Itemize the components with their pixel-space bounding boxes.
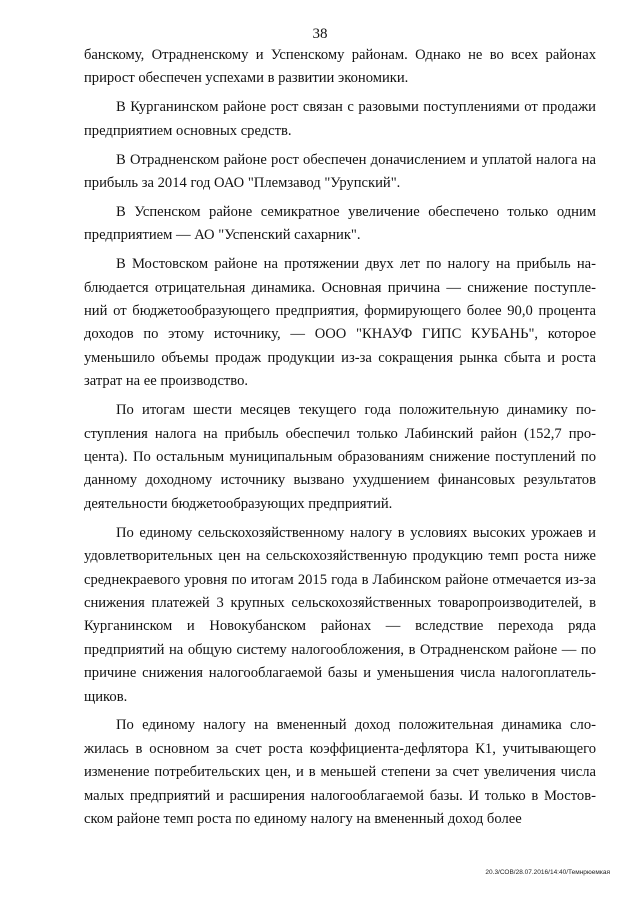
paragraph: В Отрадненском районе рост обеспечен доначислением и уплатой налога на прибыль за 2014 год ОАО "Племзавод "Урупский". (84, 151, 596, 192)
paragraph: В Мостовском районе на протяжении двух лет по налогу на прибыль наблюдается отрицательная динамика. Основная причина — снижение поступлений от бюджетообразующего предприятия, формирующего более 90,0 процента доходов по этому источнику, — ООО "КНАУФ ГИПС КУБАНЬ", которое уменьшило объемы продаж продукции из-за сокращения рынка сбыта и роста затрат на ее производство. (84, 256, 596, 390)
paragraph: По единому налогу на вмененный доход положительная динамика сложилась в основном за счет роста коэффициента-дефлятора К1, учитывающего изменение потребительских цен, и в меньшей степени за счет увеличения числа малых предприятий и расширения налогооблагаемой базы. И только в Мостовском районе темп роста по единому налогу на вмененный доход более (84, 717, 596, 828)
paragraph: По итогам шести месяцев текущего года положительную динамику поступления налога на прибыль обеспечил только Лабинский район (152,7 процента). По остальным муниципальным образованиям снижение поступлений по данному доходному источнику вызвано ухудшением финансовых результатов деятельности бюджетообразующих предприятий. (84, 402, 596, 512)
paragraph: В Курганинском районе рост связан с разовыми поступлениями от продажи предприятием основных средств. (84, 99, 596, 139)
page-number: 38 (312, 26, 328, 42)
paragraph: В Успенском районе семикратное увеличение обеспечено только одним предприятием — АО "Успенский сахарник". (84, 203, 596, 244)
footer-stamp: 20.3/СОВ/28.07.2016/14:40/Темнрюемкая (485, 869, 610, 876)
document-body (84, 44, 596, 837)
paragraph: По единому сельскохозяйственному налогу в условиях высоких урожаев и удовлетворительных цен на сельскохозяйственную продукцию темп роста ниже среднекраевого уровня по итогам 2015 года в Лабинском районе отмечается из-за снижения платежей 3 крупных сельскохозяйственных товаропроизводителей, в Курганинском и Новокубанском районах — вследствие перехода ряда предприятий на общую систему налогообложения, в Отрадненском районе — по причине снижения налогооблагаемой базы и уменьшения числа налогоплательщиков. (84, 524, 596, 705)
paragraph: банскому, Отрадненскому и Успенскому районам. Однако не во всех районах прирост обеспечен успехами в развитии экономики. (84, 47, 596, 87)
